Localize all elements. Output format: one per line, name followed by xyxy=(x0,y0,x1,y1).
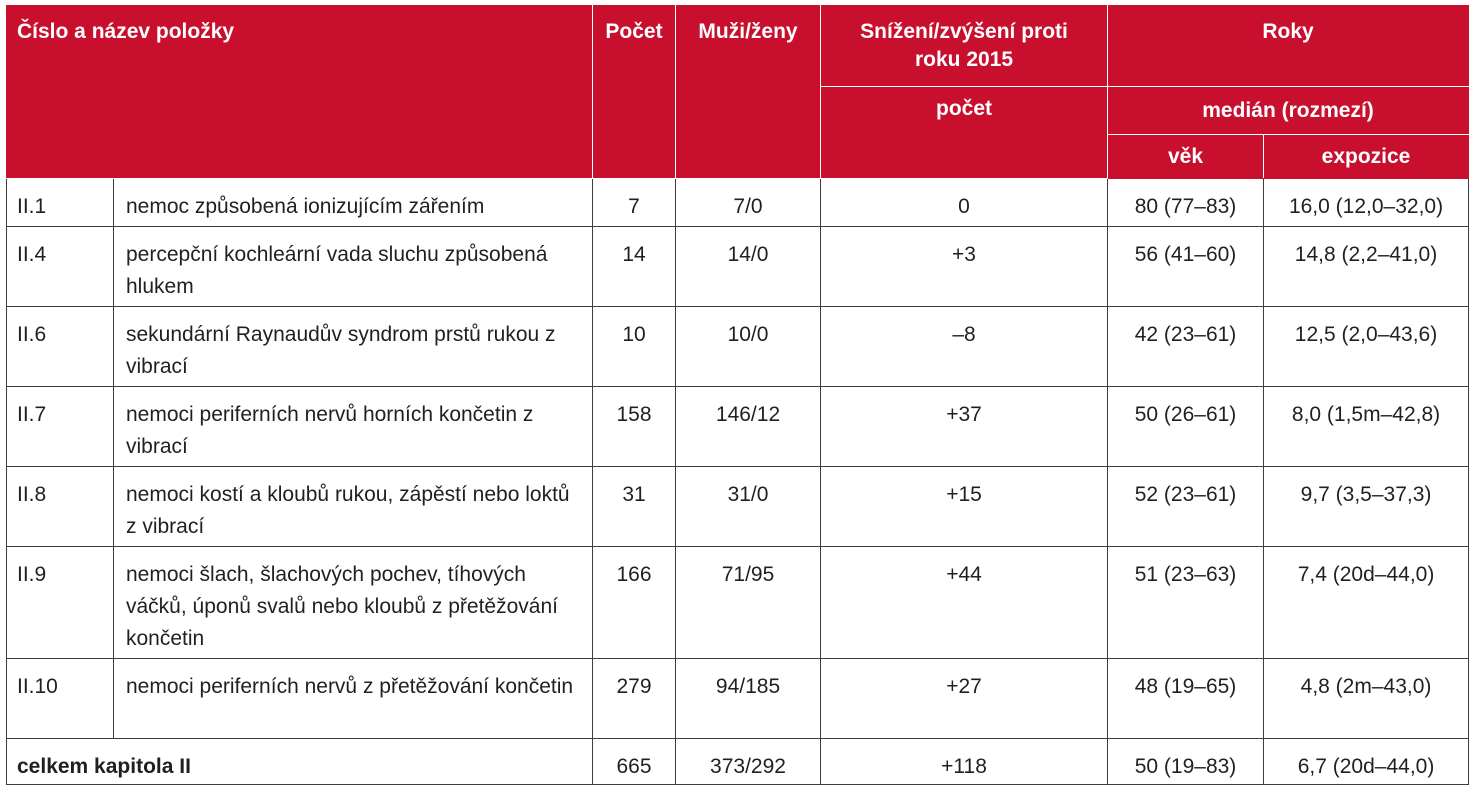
row-exposure: 12,5 (2,0–43,6) xyxy=(1264,307,1469,387)
header-men-women: Muži/ženy xyxy=(676,6,821,179)
row-name: nemoci šlach, šlachových pochev, tíhových váčků, úponů svalů nebo kloubů z přetěžování končetin xyxy=(114,547,593,659)
row-age: 50 (26–61) xyxy=(1108,387,1264,467)
header-age: věk xyxy=(1108,135,1264,179)
row-change: +15 xyxy=(821,467,1108,547)
row-count: 158 xyxy=(593,387,676,467)
row-exposure: 8,0 (1,5m–42,8) xyxy=(1264,387,1469,467)
total-count: 665 xyxy=(593,739,676,785)
table-row xyxy=(7,179,1469,227)
total-label: celkem kapitola II xyxy=(7,739,593,785)
row-count: 31 xyxy=(593,467,676,547)
row-exposure: 7,4 (20d–44,0) xyxy=(1264,547,1469,659)
row-men-women: 14/0 xyxy=(676,227,821,307)
total-change: +118 xyxy=(821,739,1108,785)
table-row xyxy=(7,547,1469,659)
row-name: nemoci periferních nervů horních končetin z vibrací xyxy=(114,387,593,467)
row-men-women: 7/0 xyxy=(676,179,821,227)
total-exposure: 6,7 (20d–44,0) xyxy=(1264,739,1469,785)
table-body xyxy=(7,179,1469,785)
row-count: 7 xyxy=(593,179,676,227)
row-name: nemoc způsobená ionizujícím zářením xyxy=(114,179,593,227)
header-count: Počet xyxy=(593,6,676,179)
row-count: 279 xyxy=(593,659,676,739)
row-change: –8 xyxy=(821,307,1108,387)
row-exposure: 9,7 (3,5–37,3) xyxy=(1264,467,1469,547)
table-row xyxy=(7,307,1469,387)
row-age: 51 (23–63) xyxy=(1108,547,1264,659)
row-name: sekundární Raynaudův syndrom prstů rukou z vibrací xyxy=(114,307,593,387)
row-name: nemoci kostí a kloubů rukou, zápěstí nebo loktů z vibrací xyxy=(114,467,593,547)
row-code: II.9 xyxy=(7,547,114,659)
row-count: 10 xyxy=(593,307,676,387)
row-change: +37 xyxy=(821,387,1108,467)
table-row xyxy=(7,659,1469,739)
occupational-disease-table xyxy=(6,5,1469,785)
row-name: percepční kochleární vada sluchu způsobená hlukem xyxy=(114,227,593,307)
row-change: +27 xyxy=(821,659,1108,739)
row-men-women: 146/12 xyxy=(676,387,821,467)
row-men-women: 71/95 xyxy=(676,547,821,659)
table-row xyxy=(7,467,1469,547)
header-change: Snížení/zvýšení proti roku 2015 xyxy=(821,6,1108,87)
row-code: II.4 xyxy=(7,227,114,307)
row-men-women: 94/185 xyxy=(676,659,821,739)
total-men-women: 373/292 xyxy=(676,739,821,785)
row-code: II.7 xyxy=(7,387,114,467)
row-count: 14 xyxy=(593,227,676,307)
row-change: 0 xyxy=(821,179,1108,227)
row-count: 166 xyxy=(593,547,676,659)
table-container xyxy=(6,5,1469,785)
row-code: II.1 xyxy=(7,179,114,227)
header-years: Roky xyxy=(1108,6,1469,87)
row-age: 48 (19–65) xyxy=(1108,659,1264,739)
row-men-women: 31/0 xyxy=(676,467,821,547)
row-age: 42 (23–61) xyxy=(1108,307,1264,387)
row-code: II.10 xyxy=(7,659,114,739)
row-code: II.8 xyxy=(7,467,114,547)
row-age: 56 (41–60) xyxy=(1108,227,1264,307)
header-exposure: expozice xyxy=(1264,135,1469,179)
row-exposure: 16,0 (12,0–32,0) xyxy=(1264,179,1469,227)
row-name: nemoci periferních nervů z přetěžování končetin xyxy=(114,659,593,739)
row-code: II.6 xyxy=(7,307,114,387)
row-change: +3 xyxy=(821,227,1108,307)
row-exposure: 4,8 (2m–43,0) xyxy=(1264,659,1469,739)
table-row xyxy=(7,387,1469,467)
table-header xyxy=(7,6,1469,179)
header-item: Číslo a název položky xyxy=(7,6,593,179)
row-age: 52 (23–61) xyxy=(1108,467,1264,547)
row-exposure: 14,8 (2,2–41,0) xyxy=(1264,227,1469,307)
header-median: medián (rozmezí) xyxy=(1108,87,1469,135)
table-row xyxy=(7,227,1469,307)
total-age: 50 (19–83) xyxy=(1108,739,1264,785)
row-change: +44 xyxy=(821,547,1108,659)
header-change-count: počet xyxy=(821,87,1108,179)
row-men-women: 10/0 xyxy=(676,307,821,387)
total-row xyxy=(7,739,1469,785)
row-age: 80 (77–83) xyxy=(1108,179,1264,227)
